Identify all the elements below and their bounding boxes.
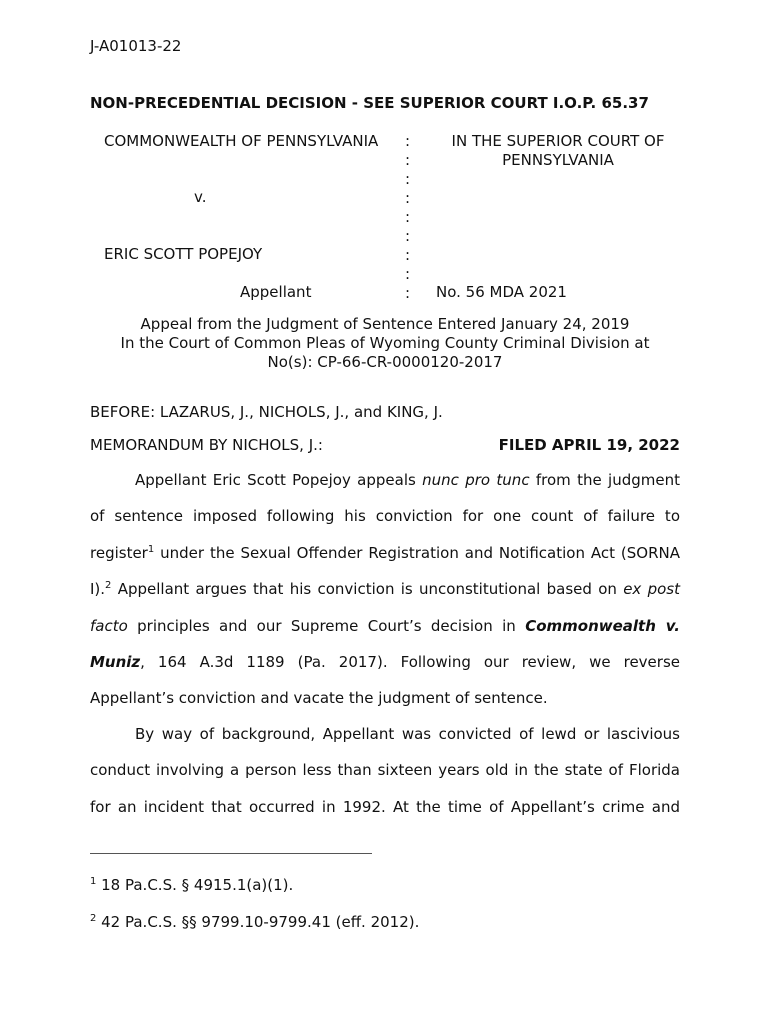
- paragraph-2: [90, 716, 680, 825]
- text-run: , 164 A.3d 1189 (Pa. 2017). Following our review, we reverse: [140, 652, 680, 671]
- docket-id: J-A01013-22: [90, 37, 182, 55]
- before-panel: BEFORE: LAZARUS, J., NICHOLS, J., and KING, J.: [90, 403, 443, 421]
- footnote-mark: 2: [90, 913, 97, 924]
- paragraph-line: for an incident that occurred in 1992. At the time of Appellant’s crime and: [90, 797, 680, 816]
- footnote-text: 18 Pa.C.S. § 4915.1(a)(1).: [96, 876, 294, 894]
- paragraph-line: of sentence imposed following his conviction for one count of failure to: [90, 507, 680, 526]
- caption-colon: :: [405, 284, 411, 302]
- appeal-line-3: No(s): CP-66-CR-0000120-2017: [267, 353, 503, 371]
- caption-colon: :: [405, 170, 411, 188]
- footnote-ref: 1: [147, 543, 155, 555]
- footnote-1: [90, 876, 293, 894]
- text-run: from the judgment: [529, 471, 681, 489]
- paragraph-line: By way of background, Appellant was convicted of lewd or lascivious: [135, 725, 680, 743]
- text-run-italic: facto: [90, 616, 128, 635]
- caption-colon: :: [405, 246, 411, 264]
- appeal-info: [90, 315, 680, 372]
- appeal-line-2: In the Court of Common Pleas of Wyoming County Criminal Division at: [120, 334, 650, 352]
- case-citation: Muniz: [90, 652, 141, 671]
- text-run: Appellant argues that his conviction is unconstitutional based on: [111, 580, 624, 599]
- court-line-1: IN THE SUPERIOR COURT OF: [451, 132, 665, 150]
- text-run: principles and our Supreme Court’s decision in: [127, 616, 526, 635]
- paragraph-line: [90, 608, 680, 644]
- caption-colon: :: [405, 265, 411, 283]
- footnote-2: [90, 913, 419, 931]
- caption-defendant: ERIC SCOTT POPEJOY: [104, 245, 263, 263]
- text-run: I).: [90, 580, 106, 599]
- paragraph-1: [90, 462, 680, 717]
- paragraph-line: [90, 462, 680, 498]
- text-run-italic: ex post: [623, 580, 680, 599]
- case-number: No. 56 MDA 2021: [436, 283, 567, 301]
- text-run-italic: nunc pro tunc: [422, 471, 530, 489]
- caption-role: Appellant: [240, 283, 312, 301]
- footnote-ref: 2: [105, 580, 112, 592]
- filed-date: FILED APRIL 19, 2022: [498, 436, 680, 454]
- caption-plaintiff: COMMONWEALTH OF PENNSYLVANIA: [104, 132, 379, 150]
- caption-colon: :: [405, 208, 411, 226]
- text-run: Appellant Eric Scott Popejoy appeals: [135, 471, 423, 489]
- caption-colon: :: [405, 227, 411, 245]
- paragraph-line: [90, 571, 680, 607]
- footnote-text: 42 Pa.C.S. §§ 9799.10-9799.41 (eff. 2012).: [96, 913, 420, 931]
- text-run: under the Sexual Offender Registration and Notification Act (SORNA: [154, 543, 680, 562]
- footnote-mark: 1: [90, 876, 97, 887]
- caption-colon: :: [405, 132, 411, 150]
- caption-colon: :: [405, 189, 411, 207]
- paragraph-line: conduct involving a person less than sixteen years old in the state of Florida: [90, 761, 680, 780]
- appeal-line-1: Appeal from the Judgment of Sentence Entered January 24, 2019: [140, 315, 630, 333]
- caption-colon: :: [405, 151, 411, 169]
- court-line-2: PENNSYLVANIA: [502, 151, 614, 169]
- paragraph-line: [90, 644, 680, 680]
- caption-court: [436, 132, 680, 170]
- non-precedential-notice: NON-PRECEDENTIAL DECISION - SEE SUPERIOR COURT I.O.P. 65.37: [90, 94, 649, 112]
- text-run: register: [90, 543, 148, 562]
- paragraph-line: [90, 535, 680, 571]
- case-citation: Commonwealth v.: [525, 616, 680, 635]
- paragraph-line: Appellant’s conviction and vacate the judgment of sentence.: [90, 689, 548, 708]
- caption-versus: v.: [194, 188, 207, 206]
- memorandum-author: MEMORANDUM BY NICHOLS, J.:: [90, 436, 323, 454]
- footnote-separator: [90, 853, 372, 854]
